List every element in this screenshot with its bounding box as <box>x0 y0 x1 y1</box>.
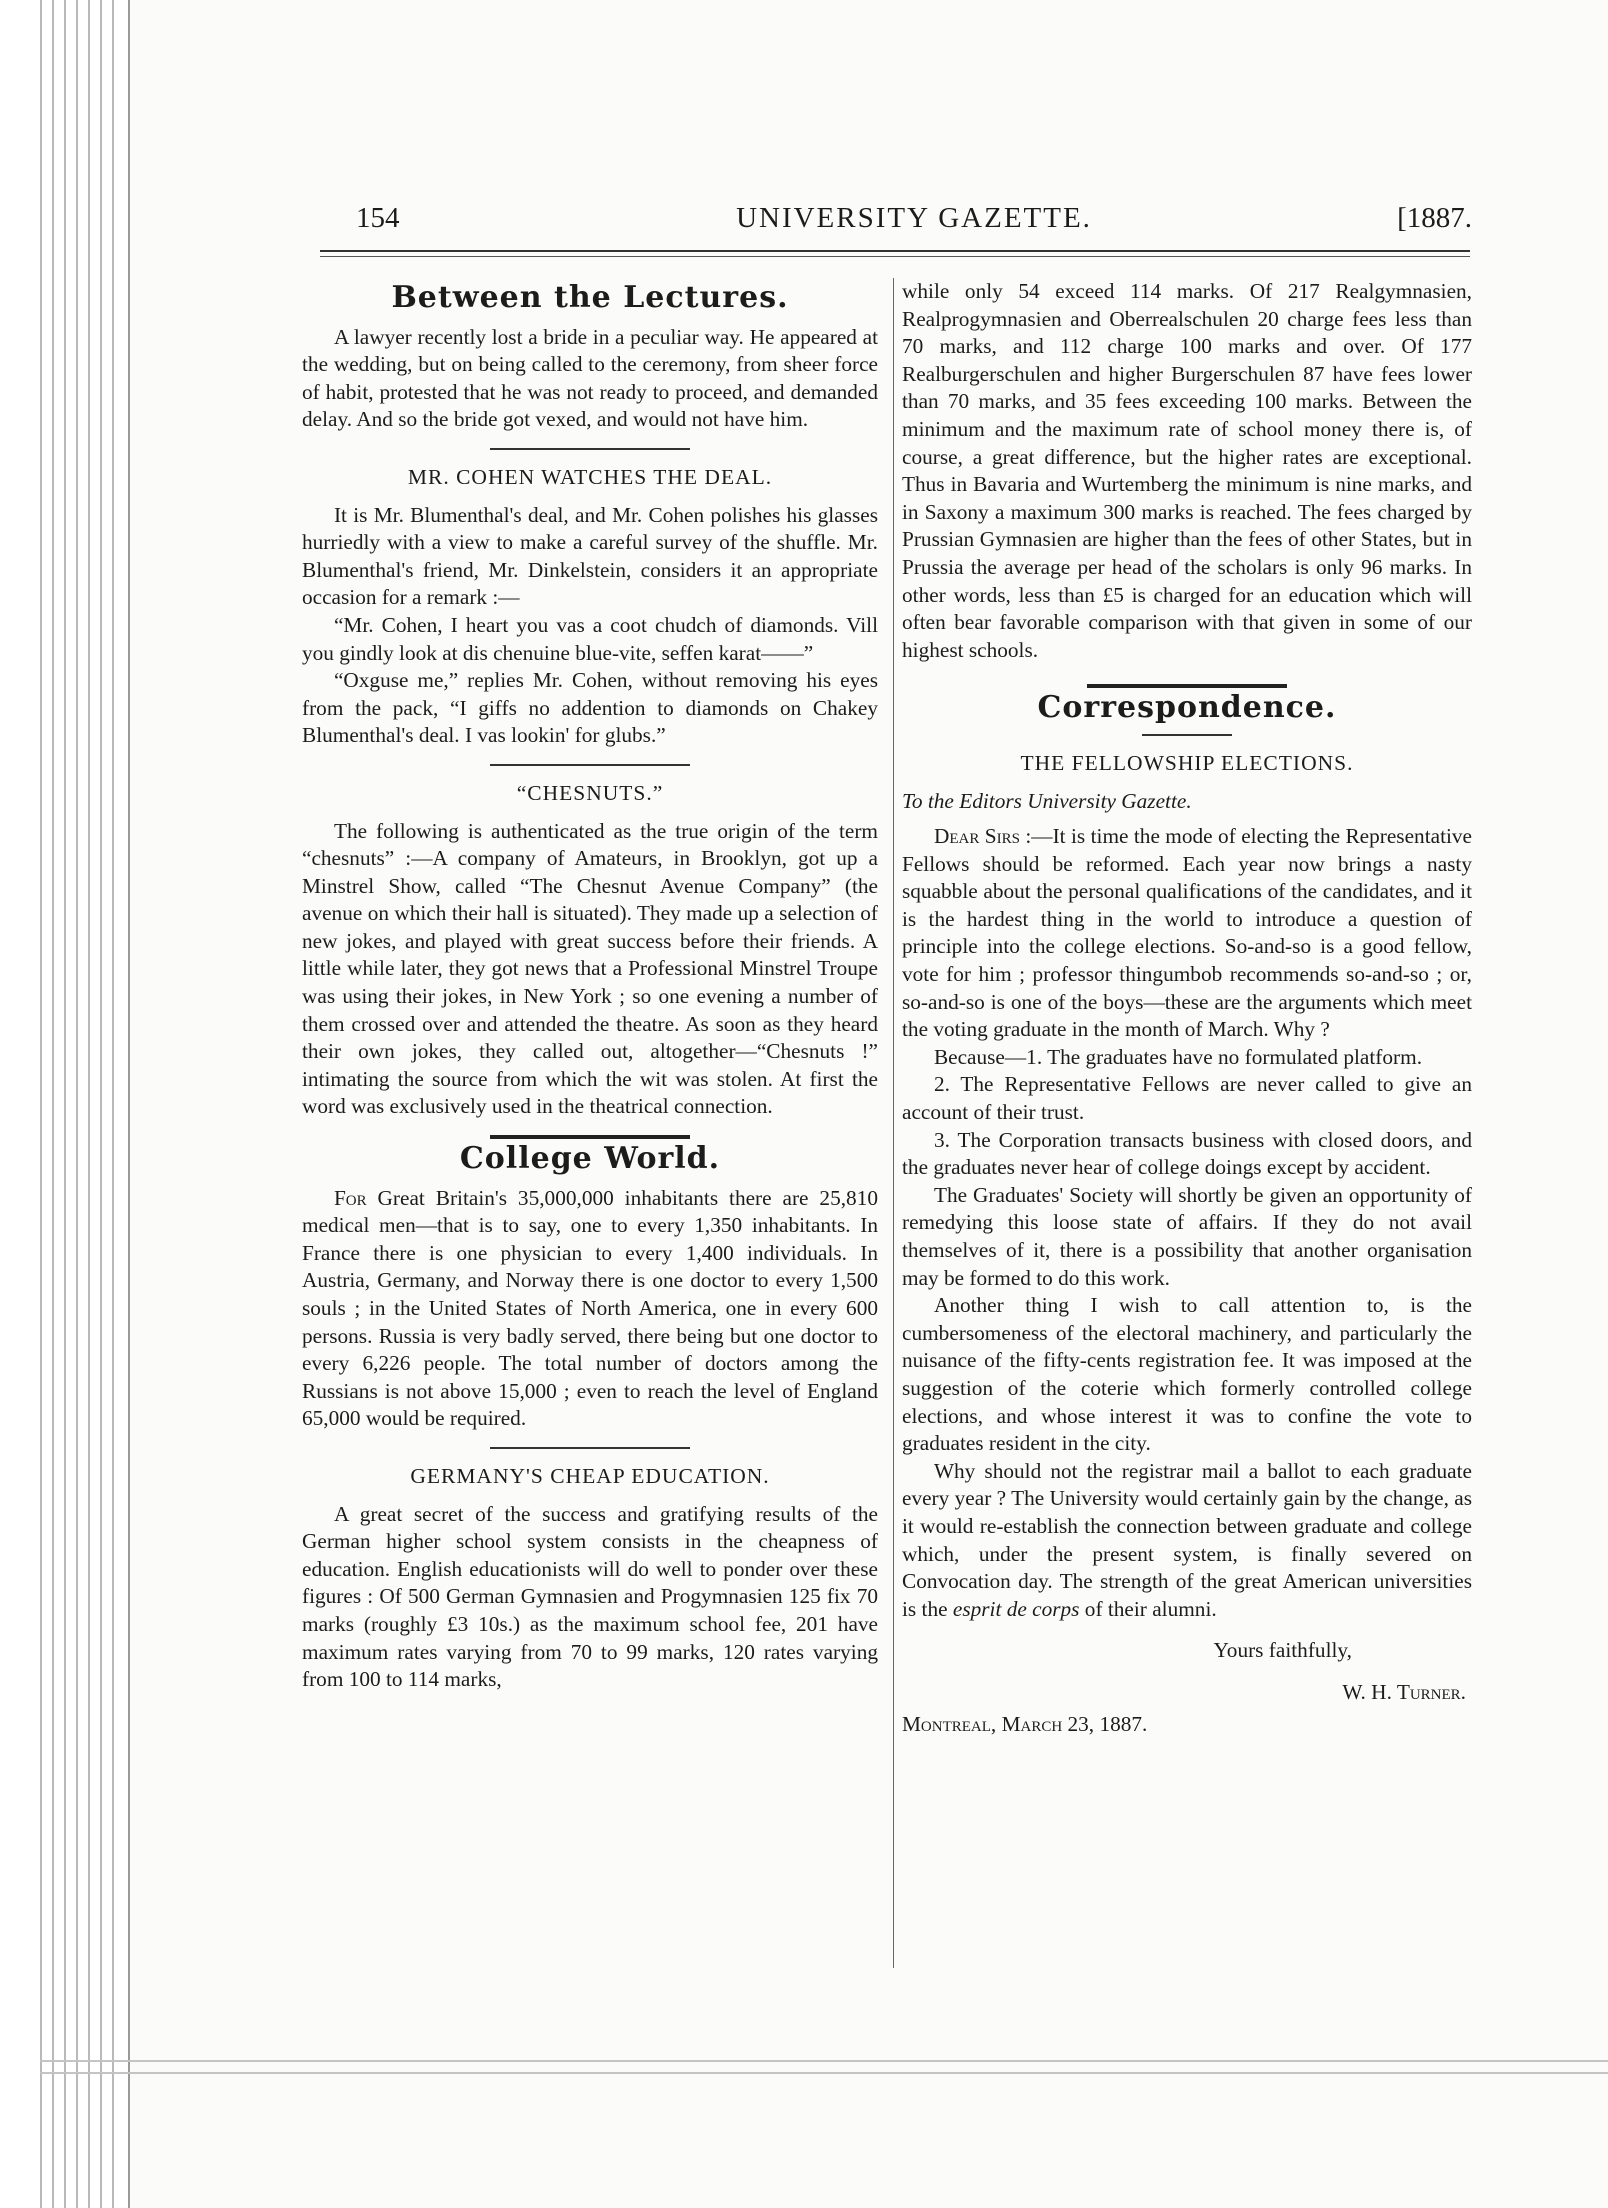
letter-paragraph-1 <box>902 823 1472 1044</box>
paragraph-lawyer: A lawyer recently lost a bride in a peculiar way. He appeared at the wedding, but on being called to the ceremony, from sheer force of habit, protested that he was not ready to proceed, and demanded delay. And so the bride got vexed, and would not have him. <box>302 324 878 432</box>
letter-paragraph-2: Because—1. The graduates have no formulated platform. <box>933 1044 1423 1069</box>
letter-paragraph-4: 3. The Corporation transacts business with closed doors, and the graduates never hear of college doings except by accident. <box>902 1127 1472 1180</box>
article-title-chesnuts: “CHESNUTS.” <box>516 780 664 805</box>
letter-closing: Yours faithfully, <box>1213 1638 1352 1663</box>
publication-title: UNIVERSITY GAZETTE. <box>736 202 1092 234</box>
left-column <box>302 278 878 1694</box>
right-column <box>902 278 1472 1738</box>
paragraph-germany: A great secret of the success and gratifying results of the German higher school system consists in the cheapness of education. English educationists will do well to ponder over these figures : Of 500 German Gymnasien and Progymnasien 125 fix 70 marks (roughly £3 10s.) as the maximum school fee, 201 have maximum rates varying from 70 to 99 marks, 120 rates varying from 100 to 114 marks, <box>302 1501 878 1692</box>
paragraph-cohen-2: “Mr. Cohen, I heart you vas a coot chudch of diamonds. Vill you gindly look at dis chenuine blue-vite, seffen karat——” <box>302 612 878 665</box>
letter-paragraph-3: 2. The Representative Fellows are never called to give an account of their trust. <box>902 1072 1472 1125</box>
article-title-germany: GERMANY'S CHEAP EDUCATION. <box>410 1463 770 1488</box>
article-title-cohen: MR. COHEN WATCHES THE DEAL. <box>407 464 773 489</box>
letter-signature: W. H. Turner. <box>1342 1679 1466 1704</box>
separator-rule <box>1142 734 1232 736</box>
paragraph-chesnuts: The following is authenticated as the true origin of the term “chesnuts” :—A company of Amateurs, in Brooklyn, got up a Minstrel Show, called “The Chesnut Avenue Company” (the avenue on which their hall is situated). They made up a selection of new jokes, and played with great success before their friends. A little while later, they got news that a Professional Minstrel Troupe was using their jokes, in New York ; so one evening a number of them crossed over and attended the theatre. As soon as they heard their own jokes, they called out, altogether—“Chesnuts !” intimating the source from which the wit was stolen. At first the word was exclusively used in the theatrical connection. <box>302 818 878 1119</box>
page-bottom-edge <box>40 2072 1608 2074</box>
page-number: 154 <box>356 202 400 234</box>
section-heading-college-world: College World. <box>459 1141 721 1177</box>
separator-rule <box>490 764 690 766</box>
letter-dateline: Montreal, March 23, 1887. <box>902 1711 1148 1736</box>
paragraph-germany-continued: while only 54 exceed 114 marks. Of 217 Realgymnasien, Realprogymnasien and Oberrealschulen 20 charge fees less than 70 marks, and 112 charge 100 marks and over. Of 177 Realburgerschulen and higher Burgerschulen 87 have fees lower than 70 marks, and 35 fees exceeding 100 marks. Between the minimum and the maximum rate of school money there is, of course, a great difference, but the higher rates are exceptional. Thus in Bavaria and Wurtemberg the minimum is nine marks, and in Saxony a maximum 300 marks is reached. The fees charged by Prussian Gymnasien are higher than the fees of other States, but in Prussia the average per head of the scholars is only 96 marks. In other words, less than £5 is charged for an education which will often bear favorable comparison with that given in some of our highest schools. <box>902 279 1472 662</box>
letter-address: To the Editors University Gazette. <box>902 788 1192 813</box>
college-world-text: Great Britain's 35,000,000 inhabitants there are 25,810 medical men—that is to say, one to every 1,350 inhabitants. In France there is one physician to every 1,400 individuals. In Austria, Germany, and Norway there is one doctor to every 1,500 souls ; in the United States of North America, one in every 600 persons. Russia is very badly served, there being but one doctor to every 6,226 people. The total number of doctors among the Russians is not above 15,000 ; even to reach the level of England 65,000 would be required. <box>302 1185 878 1431</box>
letter-paragraph-5: The Graduates' Society will shortly be given an opportunity of remedying this loose state of affairs. If they do not avail themselves of it, there is a possibility that another organisation may be formed to do this work. <box>902 1182 1472 1290</box>
paragraph-cohen-3: “Oxguse me,” replies Mr. Cohen, without removing his eyes from the pack, “I giffs no addention to diamonds on Chakey Blumenthal's deal. I vas lookin' for glubs.” <box>302 668 878 748</box>
salutation: Dear Sirs : <box>933 824 1032 849</box>
stacked-page-edges <box>0 0 140 2208</box>
section-rule <box>490 1135 690 1139</box>
column-divider <box>893 278 894 1968</box>
issue-year: [1887. <box>1397 202 1472 234</box>
letter-text-1: —It is time the mode of electing the Representative Fellows should be reformed. Each year now brings a nasty squabble about the personal qualifications of the candidates, and it is the hardest thing in the world to introduce a question of principle into the college elections. So-and-so is a good fellow, vote for him ; professor thingumbob recommends so-and-so ; or, so-and-so is one of the boys—these are the arguments which meet the voting graduate in the month of March. Why ? <box>902 824 1473 1042</box>
paragraph-cohen-1: It is Mr. Blumenthal's deal, and Mr. Cohen polishes his glasses hurriedly with a view to make a careful survey of the shuffle. Mr. Blumenthal's friend, Mr. Dinkelstein, considers it an appropriate occasion for a remark :— <box>302 502 878 610</box>
article-title-fellowship: THE FELLOWSHIP ELECTIONS. <box>1020 750 1354 775</box>
section-rule <box>1087 684 1287 688</box>
letter-text-7a: Why should not the registrar mail a ballot to each graduate every year ? The University would certainly gain by the change, as it would re-establish the connection between graduate and college which, under the present system, is finally severed on Convocation day. The strength of the great American universities is the <box>902 1458 1472 1621</box>
letter-paragraph-6: Another thing I wish to call attention to, is the cumbersomeness of the electoral machinery, and particularly the nuisance of the fifty-cents registration fee. It was imposed at the suggestion of the coterie which formerly controlled college elections, and whose interest it was to confine the vote to graduates resident in the city. <box>902 1293 1472 1456</box>
paragraph-college-world <box>302 1185 878 1433</box>
section-heading-correspondence: Correspondence. <box>1037 690 1337 726</box>
letter-text-7b: esprit de corps <box>952 1596 1080 1621</box>
letter-paragraph-7 <box>902 1458 1472 1624</box>
lead-in-word: For <box>333 1185 367 1210</box>
page-bottom-edge <box>40 2060 1608 2062</box>
header-rule-thin <box>320 256 1470 257</box>
header-rule <box>320 250 1470 252</box>
letter-text-7c: of their alumni. <box>1079 1596 1217 1621</box>
separator-rule <box>490 448 690 450</box>
section-heading-between-the-lectures: Between the Lectures. <box>391 280 789 315</box>
separator-rule <box>490 1447 690 1449</box>
